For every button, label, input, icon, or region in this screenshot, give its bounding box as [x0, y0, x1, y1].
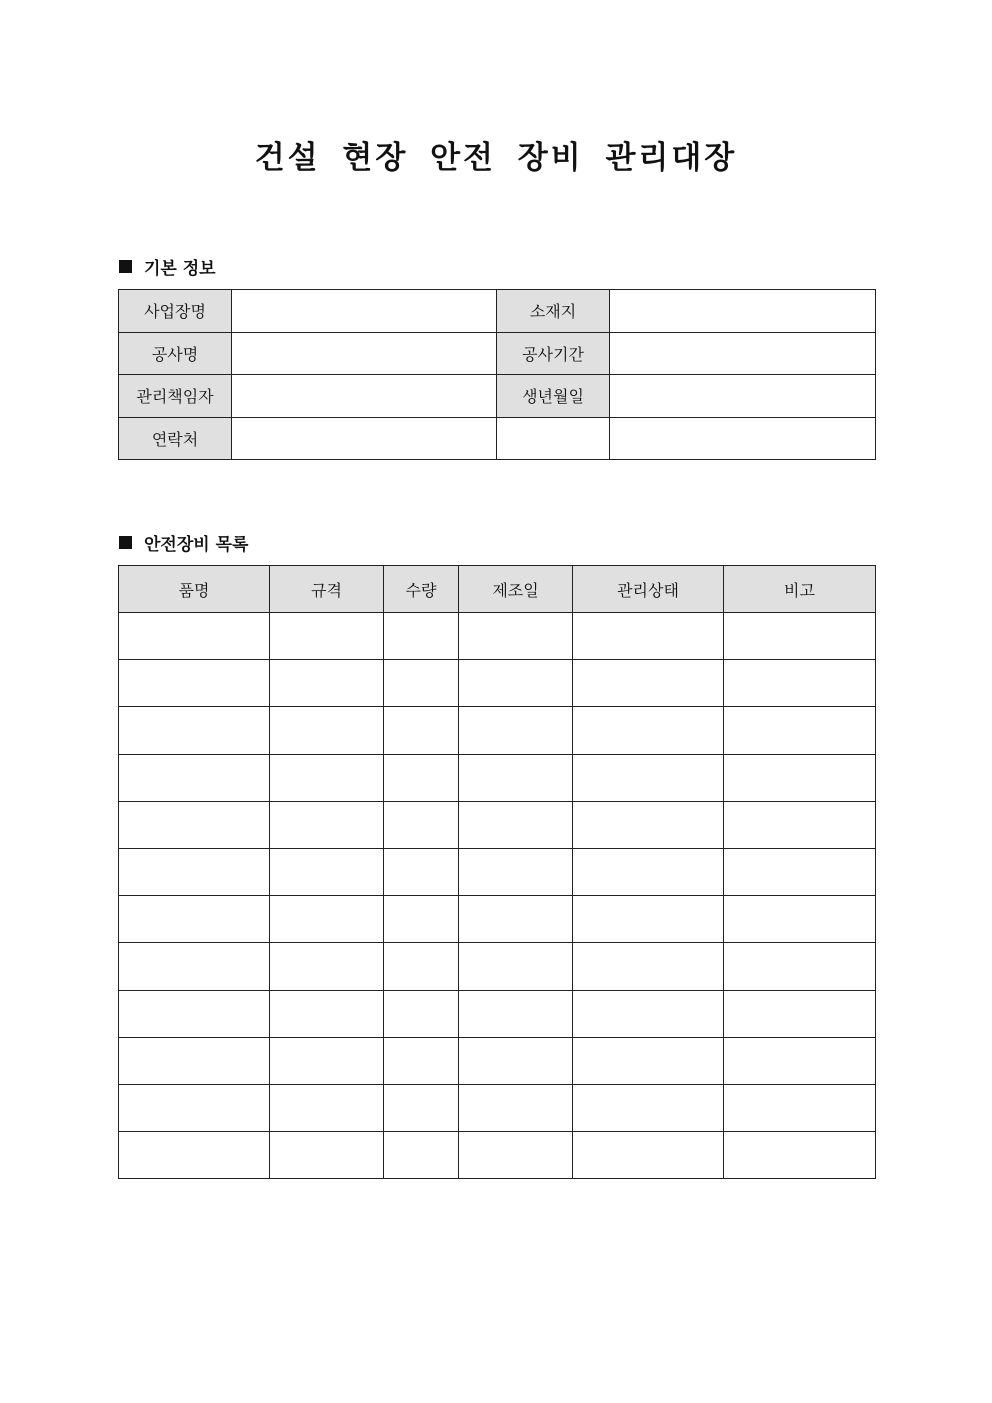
manufacture-date-cell[interactable]: [459, 943, 573, 990]
column-header-status: 관리상태: [573, 566, 724, 613]
remarks-cell[interactable]: [724, 801, 876, 848]
item-cell[interactable]: [119, 707, 270, 754]
spec-cell[interactable]: [270, 754, 384, 801]
table-row: [119, 1037, 876, 1084]
item-cell[interactable]: [119, 990, 270, 1037]
manufacture-date-cell[interactable]: [459, 990, 573, 1037]
status-cell[interactable]: [573, 754, 724, 801]
spec-cell[interactable]: [270, 1084, 384, 1131]
item-cell[interactable]: [119, 1037, 270, 1084]
status-cell[interactable]: [573, 896, 724, 943]
table-row: [119, 848, 876, 895]
manufacture-date-cell[interactable]: [459, 848, 573, 895]
remarks-cell[interactable]: [724, 1084, 876, 1131]
spec-cell[interactable]: [270, 943, 384, 990]
quantity-cell[interactable]: [384, 990, 459, 1037]
spec-cell[interactable]: [270, 707, 384, 754]
status-cell[interactable]: [573, 707, 724, 754]
blank-cell[interactable]: [497, 417, 610, 460]
remarks-cell[interactable]: [724, 707, 876, 754]
quantity-cell[interactable]: [384, 848, 459, 895]
equipment-table: [118, 565, 876, 1179]
business-name-field[interactable]: [232, 290, 497, 333]
item-cell[interactable]: [119, 896, 270, 943]
manager-field[interactable]: [232, 375, 497, 418]
column-header-spec: 규격: [270, 566, 384, 613]
column-header-quantity: 수량: [384, 566, 459, 613]
spec-cell[interactable]: [270, 990, 384, 1037]
table-row: [119, 896, 876, 943]
manufacture-date-cell[interactable]: [459, 754, 573, 801]
item-cell[interactable]: [119, 660, 270, 707]
status-cell[interactable]: [573, 1084, 724, 1131]
label-period: 공사기간: [497, 332, 610, 375]
table-row: [119, 1132, 876, 1179]
quantity-cell[interactable]: [384, 943, 459, 990]
remarks-cell[interactable]: [724, 990, 876, 1037]
basic-info-heading-text: 기본 정보: [144, 259, 216, 279]
manufacture-date-cell[interactable]: [459, 660, 573, 707]
basic-info-table: [118, 289, 876, 460]
label-birth-date: 생년월일: [497, 375, 610, 418]
quantity-cell[interactable]: [384, 1037, 459, 1084]
manufacture-date-cell[interactable]: [459, 613, 573, 660]
manufacture-date-cell[interactable]: [459, 1084, 573, 1131]
manufacture-date-cell[interactable]: [459, 801, 573, 848]
label-contact: 연락처: [119, 417, 232, 460]
table-row: [119, 754, 876, 801]
status-cell[interactable]: [573, 990, 724, 1037]
period-field[interactable]: [610, 332, 876, 375]
item-cell[interactable]: [119, 613, 270, 660]
label-location: 소재지: [497, 290, 610, 333]
item-cell[interactable]: [119, 1084, 270, 1131]
table-row: [119, 660, 876, 707]
remarks-cell[interactable]: [724, 660, 876, 707]
status-cell[interactable]: [573, 660, 724, 707]
status-cell[interactable]: [573, 613, 724, 660]
blank-cell[interactable]: [610, 417, 876, 460]
item-cell[interactable]: [119, 754, 270, 801]
equipment-heading: [119, 530, 248, 555]
item-cell[interactable]: [119, 943, 270, 990]
quantity-cell[interactable]: [384, 754, 459, 801]
table-row: [119, 613, 876, 660]
table-row: [119, 1084, 876, 1131]
manufacture-date-cell[interactable]: [459, 1037, 573, 1084]
quantity-cell[interactable]: [384, 660, 459, 707]
spec-cell[interactable]: [270, 613, 384, 660]
remarks-cell[interactable]: [724, 1037, 876, 1084]
square-bullet-icon: [119, 536, 132, 549]
quantity-cell[interactable]: [384, 896, 459, 943]
quantity-cell[interactable]: [384, 801, 459, 848]
status-cell[interactable]: [573, 801, 724, 848]
status-cell[interactable]: [573, 848, 724, 895]
equipment-heading-text: 안전장비 목록: [144, 535, 249, 555]
quantity-cell[interactable]: [384, 613, 459, 660]
square-bullet-icon: [119, 260, 132, 273]
table-row: [119, 801, 876, 848]
quantity-cell[interactable]: [384, 1084, 459, 1131]
item-cell[interactable]: [119, 1132, 270, 1179]
document-title: 건설 현장 안전 장비 관리대장: [254, 140, 738, 176]
spec-cell[interactable]: [270, 801, 384, 848]
basic-info-heading: [119, 254, 216, 279]
label-business-name: 사업장명: [119, 290, 232, 333]
table-row: [119, 943, 876, 990]
status-cell[interactable]: [573, 1132, 724, 1179]
manufacture-date-cell[interactable]: [459, 896, 573, 943]
spec-cell[interactable]: [270, 1132, 384, 1179]
remarks-cell[interactable]: [724, 848, 876, 895]
remarks-cell[interactable]: [724, 754, 876, 801]
status-cell[interactable]: [573, 1037, 724, 1084]
item-cell[interactable]: [119, 801, 270, 848]
column-header-manufacture-date: 제조일: [459, 566, 573, 613]
item-cell[interactable]: [119, 848, 270, 895]
label-project-name: 공사명: [119, 332, 232, 375]
table-row: [119, 990, 876, 1037]
status-cell[interactable]: [573, 943, 724, 990]
column-header-remarks: 비고: [724, 566, 876, 613]
manufacture-date-cell[interactable]: [459, 707, 573, 754]
remarks-cell[interactable]: [724, 943, 876, 990]
spec-cell[interactable]: [270, 1037, 384, 1084]
spec-cell[interactable]: [270, 848, 384, 895]
remarks-cell[interactable]: [724, 1132, 876, 1179]
label-manager: 관리책임자: [119, 375, 232, 418]
contact-field[interactable]: [232, 417, 497, 460]
spec-cell[interactable]: [270, 896, 384, 943]
location-field[interactable]: [610, 290, 876, 333]
remarks-cell[interactable]: [724, 896, 876, 943]
quantity-cell[interactable]: [384, 1132, 459, 1179]
remarks-cell[interactable]: [724, 613, 876, 660]
column-header-item: 품명: [119, 566, 270, 613]
table-row: [119, 707, 876, 754]
manufacture-date-cell[interactable]: [459, 1132, 573, 1179]
project-name-field[interactable]: [232, 332, 497, 375]
equipment-table-body: [119, 613, 876, 1179]
quantity-cell[interactable]: [384, 707, 459, 754]
birth-date-field[interactable]: [610, 375, 876, 418]
spec-cell[interactable]: [270, 660, 384, 707]
